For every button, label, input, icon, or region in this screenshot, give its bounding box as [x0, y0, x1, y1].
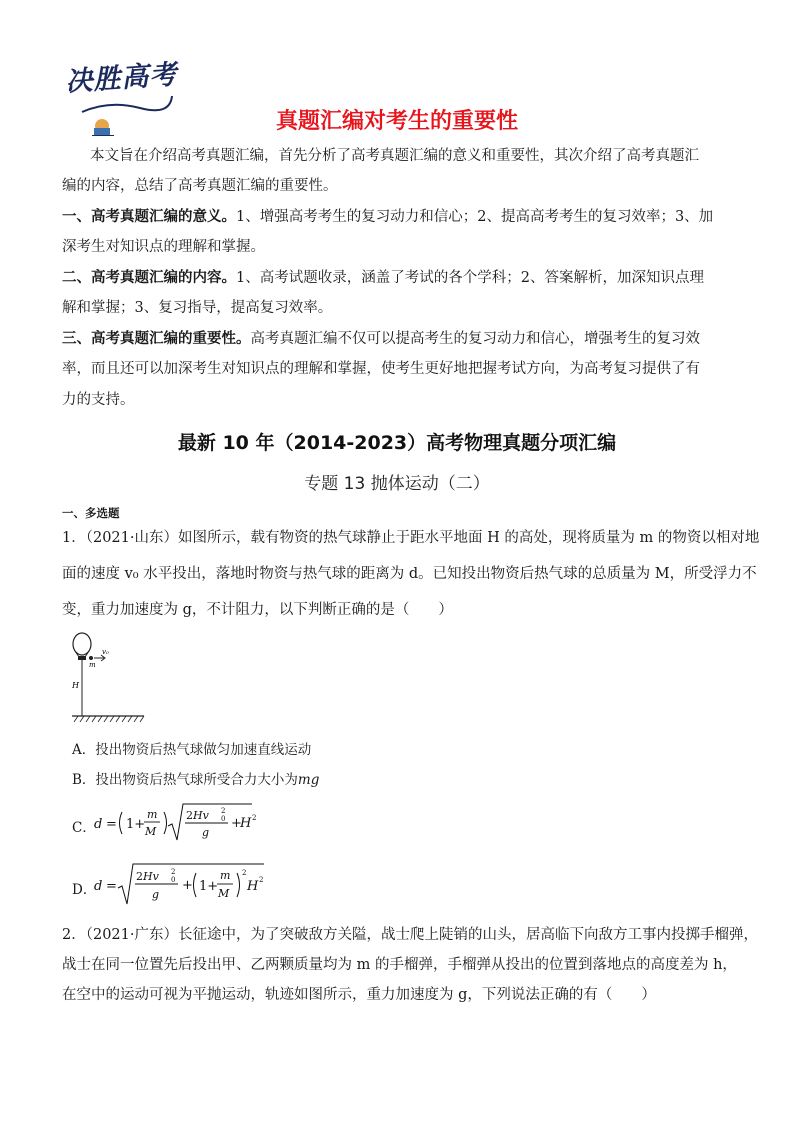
- svg-text:m: m: [220, 869, 231, 882]
- svg-text:2: 2: [259, 876, 264, 884]
- point-text: 1、高考试题收录，涵盖了考试的各个学科；2、答案解析，加深知识点理: [236, 270, 704, 286]
- svg-text:1+: 1+: [126, 817, 146, 832]
- figure-label-h: H: [72, 681, 79, 690]
- option-b: [72, 768, 319, 788]
- option-b-math: mg: [297, 772, 320, 788]
- point-line: [62, 268, 730, 288]
- topic-title: 专题 13 抛体运动（二）: [304, 474, 490, 494]
- point-heading: 一、高考真题汇编的意义。: [62, 209, 236, 225]
- point-line: 深考生对知识点的理解和掌握。: [62, 239, 265, 255]
- option-b-text: B．投出物资后热气球所受合力大小为: [72, 772, 298, 788]
- svg-text:+: +: [182, 878, 193, 893]
- svg-text:H: H: [247, 879, 259, 894]
- svg-text:+: +: [231, 816, 242, 831]
- point-line: 率，而且还可以加深考生对知识点的理解和掌握，使考生更好地把握考试方向，为高考复习提供了有: [62, 361, 700, 377]
- svg-text:2Hv: 2Hv: [186, 809, 209, 822]
- svg-text:2: 2: [242, 869, 247, 877]
- svg-text:0: 0: [171, 876, 176, 884]
- svg-text:0: 0: [221, 815, 226, 823]
- collection-title: 最新 10 年（2014-2023）高考物理真题分项汇编: [177, 432, 617, 454]
- svg-text:M: M: [145, 825, 157, 838]
- svg-text:H: H: [240, 816, 252, 831]
- option-c-formula: [92, 800, 262, 846]
- svg-text:=: =: [106, 817, 117, 832]
- svg-text:2: 2: [221, 807, 226, 815]
- point-text: 1、增强高考考生的复习动力和信心；2、提高高考考生的复习效率；3、加: [236, 209, 714, 225]
- option-c-label: C．: [72, 820, 96, 836]
- question-line: 在空中的运动可视为平抛运动，轨迹如图所示，重力加速度为 g，下列说法正确的有（ ）: [62, 987, 656, 1003]
- point-line: [62, 329, 730, 349]
- svg-text:d: d: [94, 817, 103, 832]
- question-line: 变，重力加速度为 g，不计阻力，以下判断正确的是（ ）: [62, 602, 453, 618]
- point-heading: 二、高考真题汇编的内容。: [62, 270, 236, 286]
- question-line: 面的速度 v₀ 水平投出，落地时物资与热气球的距离为 d。已知投出物资后热气球的总质量为 M，所受浮力不: [62, 566, 757, 582]
- point-line: 力的支持。: [62, 392, 135, 408]
- option-a: A．投出物资后热气球做匀加速直线运动: [72, 742, 312, 758]
- question-line: 1．（2021·山东）如图所示，载有物资的热气球静止于距水平地面 H 的高处，现将质量为 m 的物资以相对地: [62, 530, 760, 546]
- svg-text:2Hv: 2Hv: [136, 870, 159, 883]
- svg-text:M: M: [218, 887, 230, 900]
- balloon-figure: [62, 630, 152, 726]
- section-label: 一、多选题: [62, 506, 120, 520]
- svg-text:g: g: [152, 888, 160, 901]
- page-title: 真题汇编对考生的重要性: [275, 109, 518, 134]
- point-text: 高考真题汇编不仅可以提高考生的复习动力和信心，增强考生的复习效: [250, 331, 700, 347]
- point-line: [62, 207, 730, 227]
- svg-text:2: 2: [252, 814, 257, 822]
- point-heading: 三、高考真题汇编的重要性。: [62, 331, 251, 347]
- figure-label-m: m: [89, 661, 96, 669]
- logo-text: 决胜高考: [64, 59, 179, 98]
- figure-label-v: v₀: [102, 648, 109, 656]
- svg-text:=: =: [106, 879, 117, 894]
- intro-line: 本文旨在介绍高考真题汇编，首先分析了高考真题汇编的意义和重要性，其次介绍了高考真题汇: [90, 148, 699, 164]
- svg-text:1+: 1+: [199, 879, 219, 894]
- point-line: 解和掌握；3、复习指导，提高复习效率。: [62, 300, 333, 316]
- question-line: 战士在同一位置先后投出甲、乙两颗质量均为 m 的手榴弹，手榴弹从投出的位置到落地点的高度差为 h，: [62, 957, 737, 973]
- question-line: 2．（2021·广东）长征途中，为了突破敌方关隘，战士爬上陡销的山头，居高临下向敌方工事内投掷手榴弹，: [62, 927, 758, 943]
- svg-text:2: 2: [171, 868, 176, 876]
- option-d-label: D．: [72, 882, 97, 898]
- intro-line: 编的内容，总结了高考真题汇编的重要性。: [62, 178, 338, 194]
- option-d-formula: [92, 860, 272, 908]
- svg-text:d: d: [94, 879, 103, 894]
- svg-text:g: g: [202, 826, 210, 839]
- svg-text:m: m: [147, 808, 158, 821]
